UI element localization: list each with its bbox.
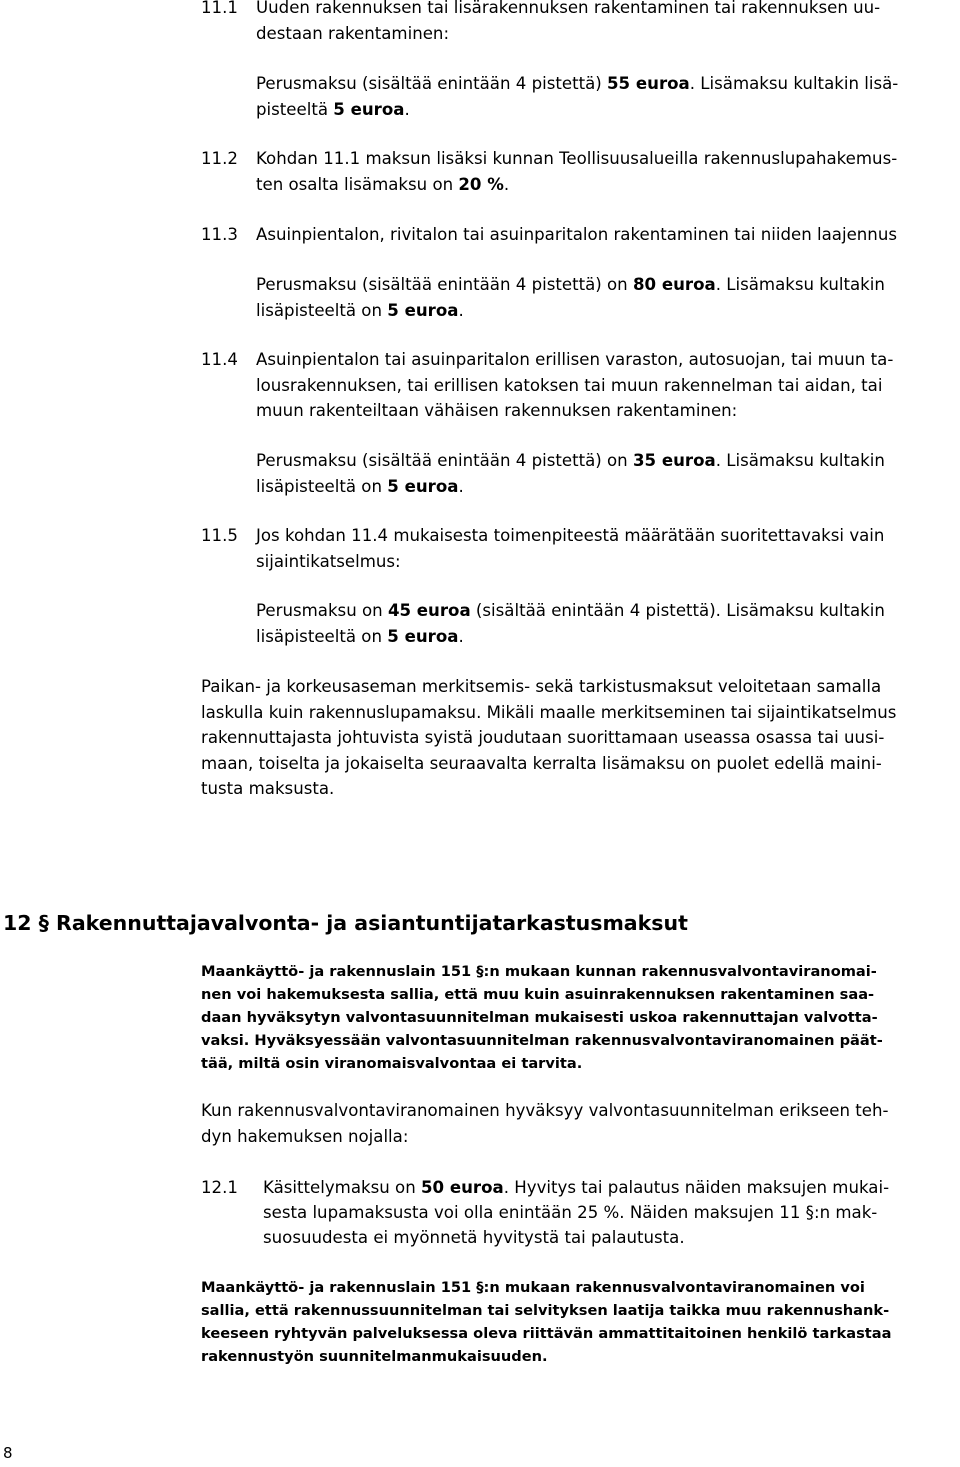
fee-text: .: [458, 627, 464, 646]
fee-text: lisäpisteeltä on: [256, 477, 388, 496]
fee-amount: 5 euroa: [387, 627, 459, 646]
paragraph-line: Maankäyttö- ja rakennuslain 151 §:n mukaan kunnan rakennusvalvontaviranomai-: [201, 963, 877, 980]
fee-text: pisteeltä: [256, 100, 334, 119]
section-heading: 12 § Rakennuttajavalvonta- ja asiantuntijatarkastusmaksut: [3, 911, 688, 935]
fee-text: . Lisämaksu kultakin: [715, 451, 885, 470]
fee-text: . Lisämaksu kultakin lisä-: [689, 74, 899, 93]
item-text-line: lousrakennuksen, tai erillisen katoksen tai muun rakennelman tai aidan, tai: [256, 376, 883, 395]
fee-text: .: [458, 477, 464, 496]
item-text-line: suosuudesta ei myönnetä hyvitystä tai palautusta.: [263, 1228, 685, 1247]
paragraph-line: Maankäyttö- ja rakennuslain 151 §:n mukaan rakennusvalvontaviranomainen voi: [201, 1279, 865, 1296]
fee-text: Perusmaksu on: [256, 601, 388, 620]
fee-text: lisäpisteeltä on: [256, 301, 388, 320]
fee-line: [256, 598, 885, 624]
item-text-line: [256, 172, 509, 198]
fee-amount: 55 euroa: [607, 74, 690, 93]
item-number: 11.3: [201, 225, 238, 244]
paragraph-line: tää, miltä osin viranomaisvalvontaa ei tarvita.: [201, 1055, 583, 1072]
item-number: 11.4: [201, 350, 238, 369]
item-number: 11.5: [201, 526, 238, 545]
page-number: 8: [3, 1444, 13, 1462]
fee-line: [256, 448, 885, 474]
fee-line: [256, 272, 885, 298]
paragraph-line: keeseen ryhtyvän palveluksessa oleva riittävän ammattitaitoinen henkilö tarkastaa: [201, 1325, 892, 1342]
fee-line: [256, 298, 464, 324]
fee-text: (sisältää enintään 4 pistettä). Lisämaksu kultakin: [470, 601, 885, 620]
fee-text: .: [458, 301, 464, 320]
item-text: . Hyvitys tai palautus näiden maksujen mukai-: [503, 1178, 890, 1197]
fee-text: . Lisämaksu kultakin: [715, 275, 885, 294]
fee-text: lisäpisteeltä on: [256, 627, 388, 646]
item-text-line: sesta lupamaksusta voi olla enintään 25 %. Näiden maksujen 11 §:n mak-: [263, 1203, 878, 1222]
paragraph-line: nen voi hakemuksesta sallia, että muu kuin asuinrakennuksen rakentaminen saa-: [201, 986, 875, 1003]
paragraph-line: dyn hakemuksen nojalla:: [201, 1127, 409, 1146]
fee-amount: 50 euroa: [421, 1178, 504, 1197]
paragraph-line: rakennustyön suunnitelmanmukaisuuden.: [201, 1348, 548, 1365]
fee-amount: 5 euroa: [387, 477, 459, 496]
item-text-line: Asuinpientalon, rivitalon tai asuinparitalon rakentaminen tai niiden laajennus: [256, 225, 897, 244]
paragraph-line: sallia, että rakennussuunnitelman tai selvityksen laatija taikka muu rakennushank-: [201, 1302, 890, 1319]
fee-amount: 5 euroa: [333, 100, 405, 119]
fee-amount: 20 %: [458, 175, 504, 194]
paragraph-line: daan hyväksytyn valvontasuunnitelman mukaisesti uskoa rakennuttajan valvotta-: [201, 1009, 878, 1026]
paragraph-line: maan, toiselta ja jokaiselta seuraavalta kerralta lisämaksu on puolet edellä maini-: [201, 754, 882, 773]
paragraph-line: Kun rakennusvalvontaviranomainen hyväksyy valvontasuunnitelman erikseen teh-: [201, 1101, 889, 1120]
fee-text: Perusmaksu (sisältää enintään 4 pistettä): [256, 74, 608, 93]
paragraph-line: Paikan- ja korkeusaseman merkitsemis- sekä tarkistusmaksut veloitetaan samalla: [201, 677, 882, 696]
fee-amount: 5 euroa: [387, 301, 459, 320]
paragraph-line: rakennuttajasta johtuvista syistä joudutaan suorittamaan useassa osassa tai uusi-: [201, 728, 885, 747]
fee-line: [256, 97, 410, 123]
item-text-line: Asuinpientalon tai asuinparitalon erillisen varaston, autosuojan, tai muun ta-: [256, 350, 894, 369]
item-text-line: sijaintikatselmus:: [256, 552, 401, 571]
fee-amount: 45 euroa: [387, 601, 471, 620]
fee-line: [256, 624, 464, 650]
fee-text: .: [404, 100, 410, 119]
item-number: 11.1: [201, 0, 238, 17]
item-text: .: [503, 175, 510, 194]
paragraph-line: laskulla kuin rakennuslupamaksu. Mikäli maalle merkitseminen tai sijaintikatselmus: [201, 703, 897, 722]
item-text: Käsittelymaksu on: [263, 1178, 421, 1197]
fee-amount: 35 euroa: [632, 451, 716, 470]
fee-line: [256, 474, 464, 500]
item-number: 12.1: [201, 1178, 238, 1197]
item-text-line: destaan rakentaminen:: [256, 24, 450, 43]
fee-text: Perusmaksu (sisältää enintään 4 pistettä) on: [256, 451, 633, 470]
item-text-line: Uuden rakennuksen tai lisärakennuksen rakentaminen tai rakennuksen uu-: [256, 0, 881, 17]
fee-amount: 80 euroa: [632, 275, 716, 294]
item-text-line: Jos kohdan 11.4 mukaisesta toimenpiteestä määrätään suoritettavaksi vain: [256, 526, 885, 545]
fee-line: [256, 71, 898, 97]
item-text-line: muun rakenteiltaan vähäisen rakennuksen rakentaminen:: [256, 401, 738, 420]
paragraph-line: tusta maksusta.: [201, 779, 335, 798]
item-number: 11.2: [201, 149, 238, 168]
item-text-line: [263, 1175, 889, 1201]
fee-text: Perusmaksu (sisältää enintään 4 pistettä) on: [256, 275, 633, 294]
item-text-line: Kohdan 11.1 maksun lisäksi kunnan Teollisuusalueilla rakennuslupahakemus-: [256, 149, 898, 168]
paragraph-line: vaksi. Hyväksyessään valvontasuunnitelman rakennusvalvontaviranomainen päät-: [201, 1032, 883, 1049]
item-text: ten osalta lisämaksu on: [256, 175, 459, 194]
